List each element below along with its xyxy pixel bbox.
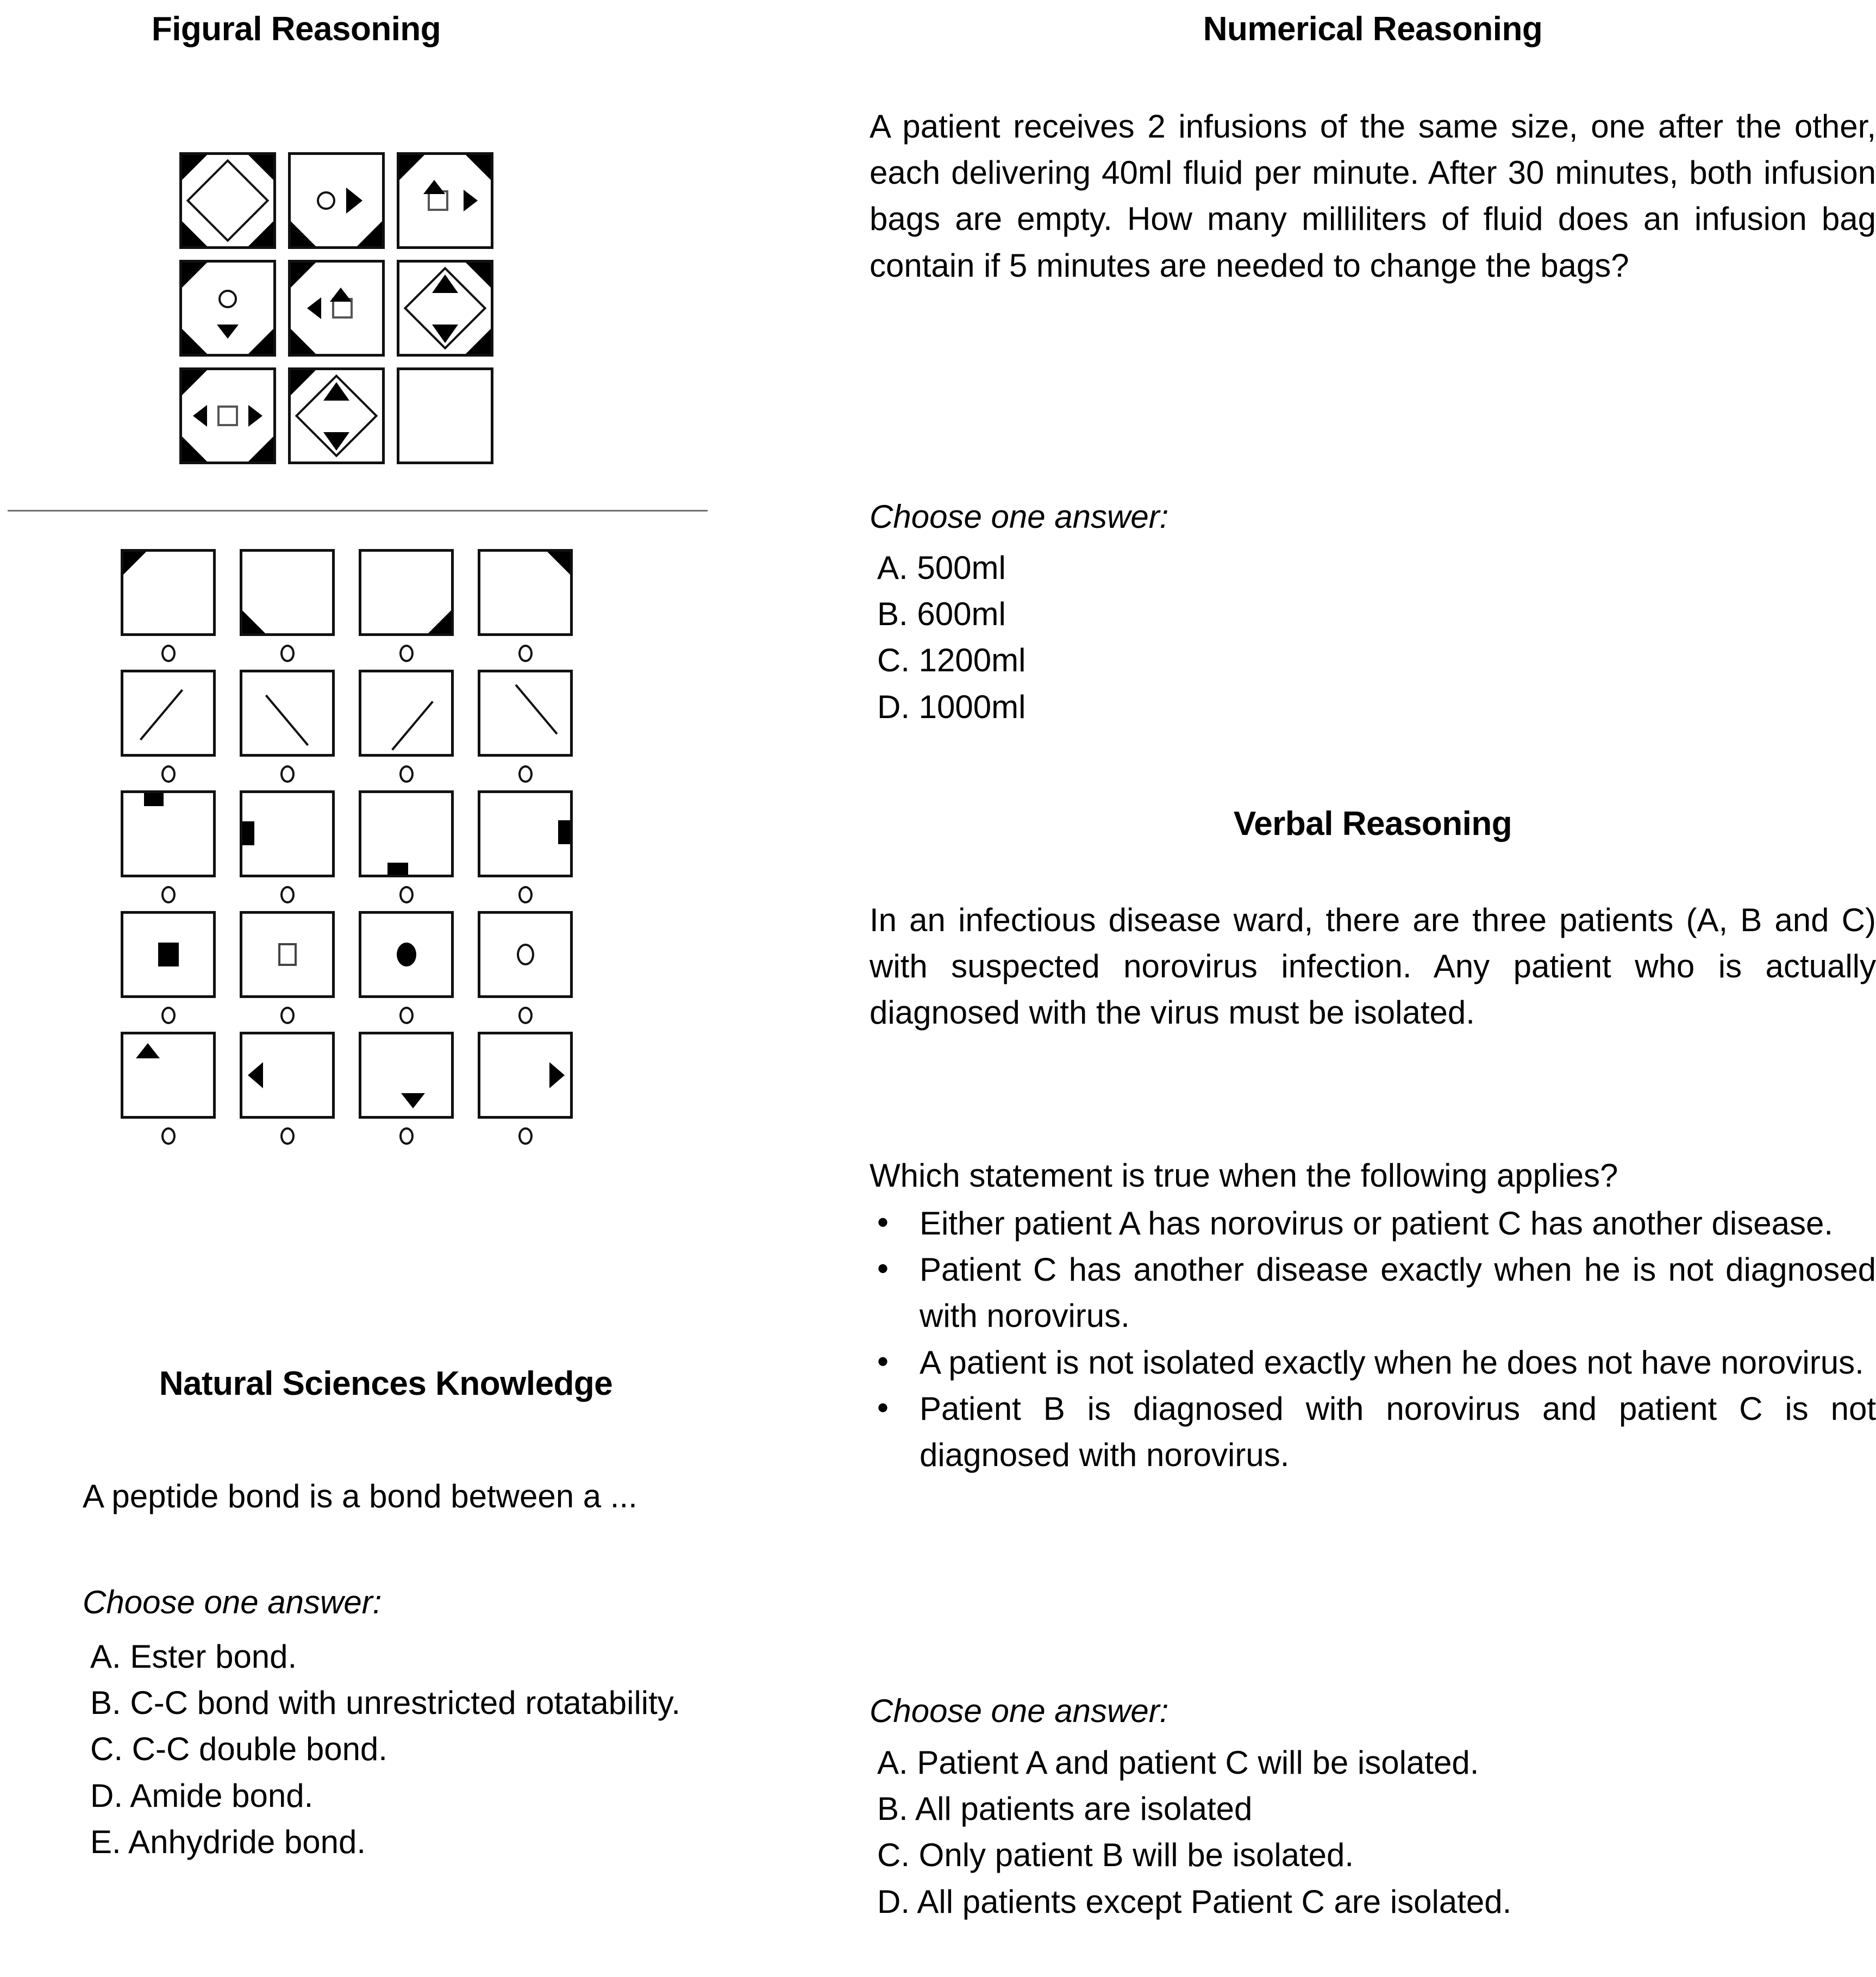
matrix-cell-1-1 xyxy=(179,152,276,249)
verbal-bullet-list xyxy=(870,1200,1876,1478)
option-radio[interactable] xyxy=(399,645,414,662)
option-row xyxy=(121,911,573,1032)
verbal-option-c[interactable]: C. Only patient B will be isolated. xyxy=(877,1837,1354,1874)
corner-triangle-icon xyxy=(182,263,207,288)
option-radio[interactable] xyxy=(161,765,176,783)
option-radio[interactable] xyxy=(280,1127,295,1145)
corner-triangle-icon xyxy=(428,610,451,633)
option-19[interactable] xyxy=(359,1032,454,1152)
option-14[interactable] xyxy=(240,911,335,1032)
num-option-b[interactable]: B. 600ml xyxy=(877,596,1006,633)
arrow-right-icon xyxy=(549,1062,565,1088)
diagonal-line-icon xyxy=(515,684,558,735)
verbal-bullet-4 xyxy=(870,1386,1876,1478)
verbal-bullet-3 xyxy=(870,1339,1876,1386)
option-radio[interactable] xyxy=(161,1127,176,1145)
corner-triangle-icon xyxy=(291,329,316,354)
option-row xyxy=(121,670,573,790)
matrix-cell-2-1 xyxy=(179,260,276,357)
option-5[interactable] xyxy=(121,670,216,790)
option-figure[interactable] xyxy=(121,911,216,998)
arrow-up-icon xyxy=(432,275,458,293)
ns-option-e[interactable]: E. Anhydride bond. xyxy=(90,1823,366,1860)
option-row xyxy=(121,549,573,670)
option-figure[interactable] xyxy=(240,670,335,757)
figural-matrix xyxy=(179,152,516,475)
num-option-a[interactable]: A. 500ml xyxy=(877,550,1006,586)
diagonal-line-icon xyxy=(140,689,183,740)
bullet-icon: • xyxy=(877,1204,889,1240)
option-figure[interactable] xyxy=(240,790,335,877)
arrow-right-icon xyxy=(346,188,362,214)
option-11[interactable] xyxy=(359,790,454,911)
option-radio[interactable] xyxy=(518,765,533,783)
matrix-row xyxy=(179,367,516,464)
num-option-c[interactable]: C. 1200ml xyxy=(877,642,1026,679)
square-icon xyxy=(217,406,238,426)
option-figure[interactable] xyxy=(478,911,573,998)
right-column xyxy=(870,0,1876,1977)
option-radio[interactable] xyxy=(280,645,295,662)
arrow-up-icon xyxy=(136,1043,160,1058)
arrow-down-icon xyxy=(432,325,458,343)
corner-triangle-icon xyxy=(182,329,207,354)
option-radio[interactable] xyxy=(280,765,295,783)
bullet-icon: • xyxy=(877,1250,889,1287)
verbal-intro: In an infectious disease ward, there are three patients (A, B and C) with suspected norovirus infection. Any patient who is actually diagnosed with the virus must be isolated. xyxy=(870,902,1876,1031)
verbal-reasoning-title: Verbal Reasoning xyxy=(1233,805,1512,843)
option-figure[interactable] xyxy=(478,790,573,877)
corner-triangle-icon xyxy=(182,436,207,461)
arrow-right-icon xyxy=(248,405,262,427)
figural-answer-options xyxy=(121,549,573,1152)
option-figure[interactable] xyxy=(359,911,454,998)
verbal-bullet-text: A patient is not isolated exactly when he does not have norovirus. xyxy=(920,1344,1864,1381)
option-3[interactable] xyxy=(359,549,454,670)
option-figure[interactable] xyxy=(478,549,573,636)
verbal-option-d[interactable]: D. All patients except Patient C are isolated. xyxy=(877,1883,1512,1920)
verbal-bullet-2 xyxy=(870,1246,1876,1339)
corner-triangle-icon xyxy=(466,263,491,288)
option-radio[interactable] xyxy=(518,1127,533,1145)
corner-triangle-icon xyxy=(357,221,382,246)
matrix-cell-3-2 xyxy=(288,367,385,464)
arrow-up-icon xyxy=(330,288,352,302)
option-figure[interactable] xyxy=(240,1032,335,1119)
option-radio[interactable] xyxy=(399,1127,414,1145)
matrix-row xyxy=(179,152,516,249)
option-row xyxy=(121,790,573,911)
corner-triangle-icon xyxy=(182,221,207,246)
option-7[interactable] xyxy=(359,670,454,790)
option-figure[interactable] xyxy=(240,549,335,636)
numerical-question: A patient receives 2 infusions of the same size, one after the other, each delivering 40ml fluid per minute. After 30 minutes, both infusion bags are empty. How many milliliters of fluid does an infusion bag contain if 5 minutes are needed to change the bags? xyxy=(870,108,1876,284)
arrow-right-icon xyxy=(464,190,478,211)
corner-triangle-icon xyxy=(182,155,207,180)
numerical-choose-label: Choose one answer: xyxy=(870,498,1169,535)
arrow-down-icon xyxy=(401,1093,425,1108)
natural-sciences-options xyxy=(83,1633,843,1865)
matrix-cell-1-3 xyxy=(397,152,493,249)
arrow-left-icon xyxy=(307,297,321,319)
option-figure[interactable] xyxy=(359,670,454,757)
corner-triangle-icon xyxy=(399,155,424,180)
option-radio[interactable] xyxy=(161,886,176,903)
corner-triangle-icon xyxy=(466,155,491,180)
option-radio[interactable] xyxy=(518,1007,533,1024)
option-18[interactable] xyxy=(240,1032,335,1152)
option-8[interactable] xyxy=(478,670,573,790)
verbal-option-b[interactable]: B. All patients are isolated xyxy=(877,1791,1253,1828)
ns-option-c[interactable]: C. C-C double bond. xyxy=(90,1731,387,1768)
option-radio[interactable] xyxy=(518,645,533,662)
outline-circle-icon xyxy=(517,944,534,965)
edge-mark-icon xyxy=(387,863,408,875)
filled-square-icon xyxy=(158,943,179,966)
option-radio[interactable] xyxy=(161,645,176,662)
verbal-options xyxy=(870,1739,1876,1925)
arrow-down-icon xyxy=(323,432,349,451)
option-9[interactable] xyxy=(121,790,216,911)
num-option-d[interactable]: D. 1000ml xyxy=(877,688,1026,725)
matrix-cell-2-3 xyxy=(397,260,493,357)
option-radio[interactable] xyxy=(399,886,414,903)
option-radio[interactable] xyxy=(161,1007,176,1024)
edge-mark-icon xyxy=(144,793,164,806)
numerical-options xyxy=(870,545,1876,730)
ns-option-a[interactable]: A. Ester bond. xyxy=(90,1638,297,1675)
ns-option-b[interactable]: B. C-C bond with unrestricted rotatability. xyxy=(90,1685,681,1722)
corner-triangle-icon xyxy=(291,370,316,395)
edge-mark-icon xyxy=(242,821,254,845)
option-figure[interactable] xyxy=(478,1032,573,1119)
corner-triangle-icon xyxy=(466,329,491,354)
option-figure[interactable] xyxy=(359,790,454,877)
corner-triangle-icon xyxy=(248,329,273,354)
option-figure[interactable] xyxy=(359,1032,454,1119)
circle-icon xyxy=(218,290,237,308)
option-2[interactable] xyxy=(240,549,335,670)
natural-sciences-question: A peptide bond is a bond between a ... xyxy=(83,1478,637,1514)
natural-sciences-title: Natural Sciences Knowledge xyxy=(159,1365,613,1402)
corner-triangle-icon xyxy=(182,370,207,395)
arrow-up-icon xyxy=(423,180,445,194)
option-figure[interactable] xyxy=(240,911,335,998)
option-figure[interactable] xyxy=(121,670,216,757)
verbal-bullet-text: Patient B is diagnosed with norovirus and patient C is not diagnosed with norovirus. xyxy=(920,1390,1876,1473)
arrow-up-icon xyxy=(323,382,349,401)
verbal-option-a[interactable]: A. Patient A and patient C will be isolated. xyxy=(877,1744,1479,1781)
option-radio[interactable] xyxy=(399,765,414,783)
arrow-down-icon xyxy=(217,325,239,339)
option-13[interactable] xyxy=(121,911,216,1032)
option-4[interactable] xyxy=(478,549,573,670)
arrow-left-icon xyxy=(248,1062,263,1088)
outline-square-icon xyxy=(278,943,297,966)
verbal-prompt: Which statement is true when the following applies? xyxy=(870,1157,1618,1194)
option-figure[interactable] xyxy=(121,549,216,636)
matrix-cell-3-1 xyxy=(179,367,276,464)
filled-circle-icon xyxy=(397,943,416,966)
option-radio[interactable] xyxy=(518,886,533,903)
corner-triangle-icon xyxy=(248,436,273,461)
verbal-bullet-text: Either patient A has norovirus or patient C has another disease. xyxy=(920,1205,1834,1242)
option-10[interactable] xyxy=(240,790,335,911)
option-1[interactable] xyxy=(121,549,216,670)
option-figure[interactable] xyxy=(478,670,573,757)
option-16[interactable] xyxy=(478,911,573,1032)
matrix-cell-1-2 xyxy=(288,152,385,249)
option-radio[interactable] xyxy=(280,1007,295,1024)
option-6[interactable] xyxy=(240,670,335,790)
option-radio[interactable] xyxy=(280,886,295,903)
option-figure[interactable] xyxy=(121,1032,216,1119)
corner-triangle-icon xyxy=(291,221,316,246)
arrow-left-icon xyxy=(193,405,207,427)
natural-sciences-choose-label: Choose one answer: xyxy=(83,1584,382,1620)
matrix-cell-2-2 xyxy=(288,260,385,357)
option-12[interactable] xyxy=(478,790,573,911)
option-figure[interactable] xyxy=(121,790,216,877)
matrix-cell-3-3-blank-answer xyxy=(397,367,493,464)
verbal-choose-label: Choose one answer: xyxy=(870,1693,1169,1729)
horizontal-divider xyxy=(8,510,708,512)
corner-triangle-icon xyxy=(123,552,146,575)
circle-icon xyxy=(317,191,335,210)
corner-triangle-icon xyxy=(547,552,570,575)
left-column xyxy=(0,0,848,1977)
edge-mark-icon xyxy=(558,820,570,844)
matrix-row xyxy=(179,260,516,357)
bullet-icon: • xyxy=(877,1389,889,1426)
verbal-bullet-1 xyxy=(870,1200,1876,1246)
option-17[interactable] xyxy=(121,1032,216,1152)
verbal-bullet-text: Patient C has another disease exactly when he is not diagnosed with norovirus. xyxy=(920,1251,1876,1334)
diagonal-line-icon xyxy=(391,701,434,750)
option-row xyxy=(121,1032,573,1152)
bullet-icon: • xyxy=(877,1343,889,1380)
option-radio[interactable] xyxy=(399,1007,414,1024)
option-figure[interactable] xyxy=(359,549,454,636)
option-15[interactable] xyxy=(359,911,454,1032)
corner-triangle-icon xyxy=(248,221,273,246)
numerical-reasoning-title: Numerical Reasoning xyxy=(1203,10,1543,48)
diagonal-line-icon xyxy=(265,695,309,746)
ns-option-d[interactable]: D. Amide bond. xyxy=(90,1777,314,1814)
corner-triangle-icon xyxy=(248,155,273,180)
corner-triangle-icon xyxy=(291,263,316,288)
corner-triangle-icon xyxy=(242,610,265,633)
figural-reasoning-title: Figural Reasoning xyxy=(151,10,441,48)
option-20[interactable] xyxy=(478,1032,573,1152)
